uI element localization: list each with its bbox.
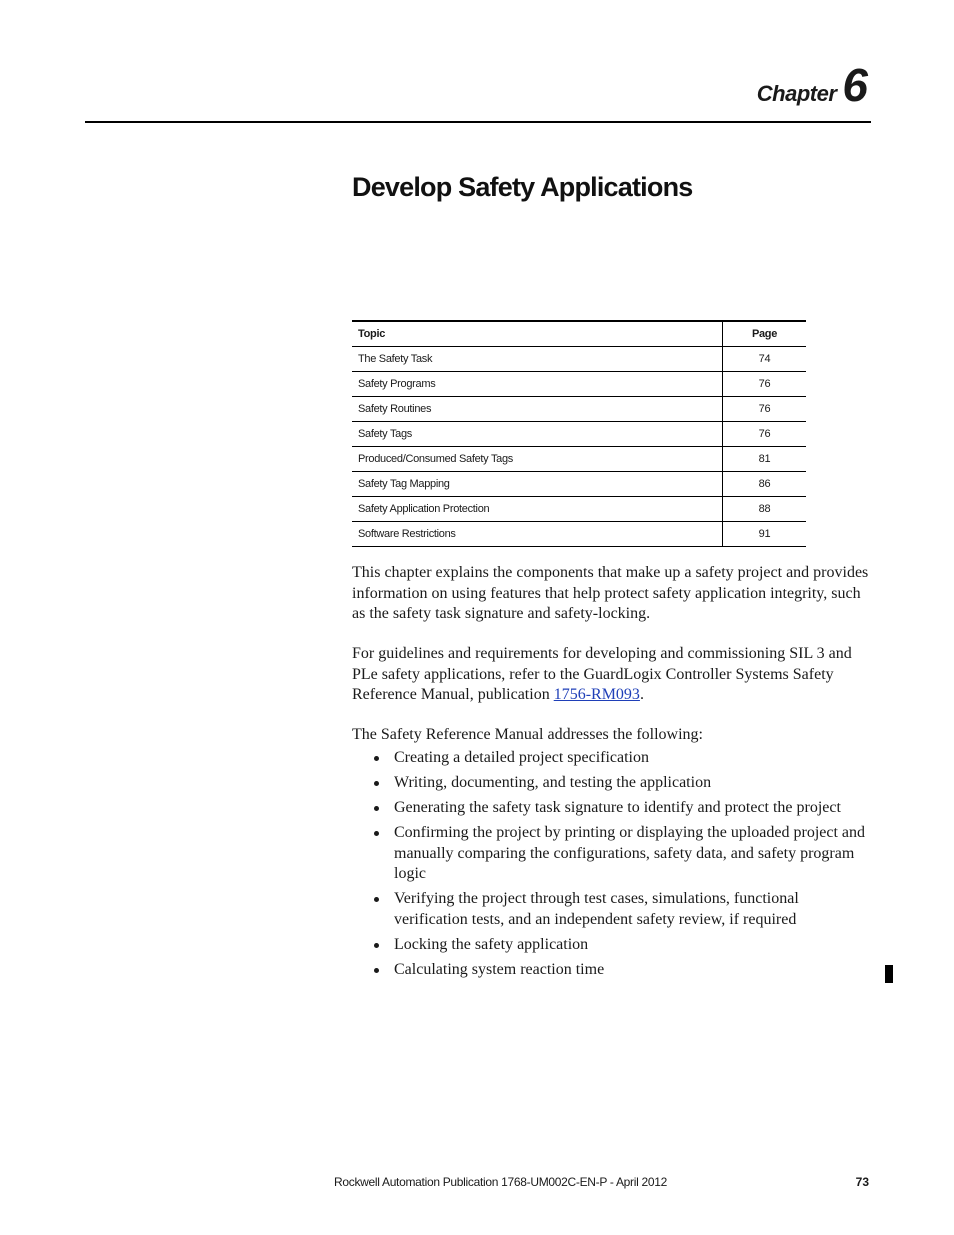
- bullet-icon: [374, 968, 379, 973]
- list-item-text: Confirming the project by printing or displaying the uploaded project and manually comparing the configurations, safety data, and safety program logic: [394, 824, 866, 882]
- list-item-text: Locking the safety application: [394, 935, 589, 953]
- topic-table: [352, 320, 806, 547]
- header-rule: [85, 121, 871, 123]
- bullet-icon: [374, 943, 379, 948]
- list-item: [352, 748, 872, 769]
- bullet-icon: [374, 897, 379, 902]
- list-item-text: Generating the safety task signature to identify and protect the project: [394, 799, 841, 816]
- topic-cell: The Safety Task: [352, 347, 723, 372]
- bullet-icon: [374, 806, 379, 811]
- list-item: [352, 960, 872, 981]
- list-item: [352, 823, 872, 885]
- table-row: [352, 497, 806, 522]
- topic-cell: Safety Tags: [352, 422, 723, 447]
- list-item: [352, 889, 872, 930]
- topic-cell: Safety Tag Mapping: [352, 472, 723, 497]
- topic-column-header: Topic: [352, 321, 723, 347]
- table-row: [352, 347, 806, 372]
- guidelines-text: For guidelines and requirements for developing and commissioning SIL 3 and PLe safety applications, refer to the GuardLogix Controller Systems Safety Reference Manual, publication: [352, 645, 852, 703]
- table-row: [352, 372, 806, 397]
- guidelines-period: .: [639, 686, 644, 703]
- bullet-icon: [374, 756, 379, 761]
- page-number: 73: [855, 1175, 869, 1189]
- bullet-list: [352, 748, 872, 985]
- list-item-text: Creating a detailed project specification: [394, 749, 649, 766]
- page-cell: 76: [723, 372, 807, 397]
- table-header-row: [352, 321, 806, 347]
- topic-cell: Safety Routines: [352, 397, 723, 422]
- page-column-header: Page: [723, 321, 807, 347]
- page-cell: 88: [723, 497, 807, 522]
- list-item: [352, 773, 872, 794]
- intro-paragraph: This chapter explains the components that make up a safety project and provides information on using features that help protect safety application integrity, such as the safety task signature and safety-locking.: [352, 564, 869, 622]
- page-cell: 74: [723, 347, 807, 372]
- list-item-text: Verifying the project through test cases, simulations, functional verification tests, and an independent safety review, if required: [394, 890, 799, 928]
- chapter-number: 6: [842, 59, 868, 111]
- page-cell: 81: [723, 447, 807, 472]
- list-item-text: Writing, documenting, and testing the application: [394, 774, 712, 791]
- page-cell: 76: [723, 422, 807, 447]
- page-cell: 86: [723, 472, 807, 497]
- table-row: [352, 397, 806, 422]
- page-cell: 91: [723, 522, 807, 547]
- bullet-icon: [374, 831, 379, 836]
- topic-cell: Software Restrictions: [352, 522, 723, 547]
- guidelines-paragraph: [352, 644, 872, 706]
- table-row: [352, 447, 806, 472]
- topic-cell: Safety Application Protection: [352, 497, 723, 522]
- table-row: [352, 472, 806, 497]
- page-cell: 76: [723, 397, 807, 422]
- table-row: [352, 422, 806, 447]
- list-item: [352, 935, 872, 956]
- change-bar: [885, 965, 893, 983]
- table-row: [352, 522, 806, 547]
- chapter-label: Chapter: [756, 81, 837, 106]
- bullet-icon: [374, 781, 379, 786]
- footer-publication: Rockwell Automation Publication 1768-UM002C-EN-P - April 2012: [334, 1175, 667, 1189]
- list-item: [352, 798, 872, 819]
- list-item-text: Calculating system reaction time: [394, 960, 605, 978]
- publication-link[interactable]: 1756-RM093: [553, 686, 640, 703]
- page-title: Develop Safety Applications: [352, 172, 693, 202]
- chapter-heading: [756, 59, 868, 111]
- topic-cell: Produced/Consumed Safety Tags: [352, 447, 723, 472]
- topic-cell: Safety Programs: [352, 372, 723, 397]
- list-intro-paragraph: The Safety Reference Manual addresses the following:: [352, 726, 703, 743]
